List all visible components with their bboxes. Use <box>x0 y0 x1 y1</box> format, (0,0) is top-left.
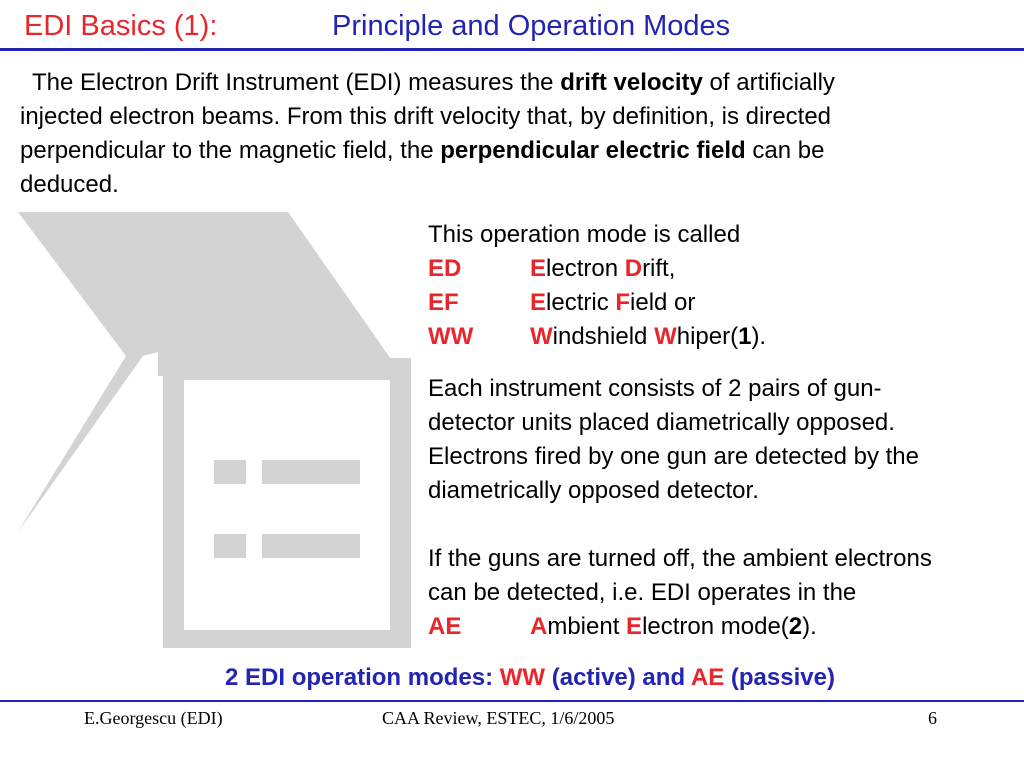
summary-mode-ae: AE <box>690 664 725 691</box>
intro-text: can be <box>745 137 825 164</box>
mode-row-ed <box>428 252 766 286</box>
intro-line <box>20 134 1010 168</box>
mode-text: lectron mode( <box>642 613 789 640</box>
mode-number: 2 <box>788 613 803 640</box>
intro-line <box>20 66 1010 100</box>
description-line: If the guns are turned off, the ambient electrons <box>428 545 932 572</box>
mode-letter: E <box>530 255 547 282</box>
title-subject: Principle and Operation Modes <box>332 10 731 42</box>
footer-divider <box>0 700 1024 702</box>
intro-text: perpendicular to the magnetic field, the <box>20 137 441 164</box>
mode-text: lectric <box>546 289 616 316</box>
instrument-description <box>428 372 919 508</box>
intro-emphasis-drift-velocity: drift velocity <box>560 69 703 96</box>
ambient-mode-description <box>428 542 932 644</box>
description-line: Each instrument consists of 2 pairs of gun- <box>428 375 882 402</box>
mode-letter: W <box>654 323 677 350</box>
mode-number: 1 <box>738 323 752 350</box>
mode-text: ). <box>751 323 767 350</box>
intro-line: deduced. <box>20 171 119 198</box>
intro-text: The Electron Drift Instrument (EDI) measures the <box>32 69 561 96</box>
description-line: can be detected, i.e. EDI operates in the <box>428 579 857 606</box>
mode-letter: D <box>624 255 643 282</box>
summary-text: (passive) <box>724 664 835 691</box>
mode-text: rift, <box>642 255 676 282</box>
mode-letter: E <box>626 613 643 640</box>
mode-text: mbient <box>547 613 627 640</box>
mode-text: indshield <box>552 323 655 350</box>
description-line: Electrons fired by one gun are detected by the <box>428 443 919 470</box>
intro-line: injected electron beams. From this drift velocity that, by definition, is directed <box>20 103 832 130</box>
title-divider <box>0 48 1024 51</box>
footer-event: CAA Review, ESTEC, 1/6/2005 <box>382 708 615 728</box>
description-line: diametrically opposed detector. <box>428 477 759 504</box>
mode-letter: F <box>615 289 631 316</box>
summary-text: (active) and <box>545 664 691 691</box>
mode-text: lectron <box>546 255 625 282</box>
mode-text: ield or <box>630 289 696 316</box>
mode-text: ). <box>802 613 817 640</box>
mode-letter: W <box>530 323 553 350</box>
mode-letter: E <box>530 289 547 316</box>
intro-text: of artificially <box>702 69 835 96</box>
mode-abbr: WW <box>428 323 474 350</box>
modes-heading: This operation mode is called <box>428 221 741 248</box>
mode-abbr: ED <box>428 255 462 282</box>
summary-mode-ww: WW <box>499 664 546 691</box>
mode-abbr: EF <box>428 289 459 316</box>
intro-emphasis-electric-field: perpendicular electric field <box>440 137 746 164</box>
mode-text: hiper( <box>676 323 739 350</box>
operation-modes-block <box>428 218 766 354</box>
mode-letter: A <box>530 613 548 640</box>
mode-abbr: AE <box>428 613 462 640</box>
mode-row-ae <box>428 610 932 644</box>
summary-line <box>0 664 1024 692</box>
mode-row-ww <box>428 320 766 354</box>
intro-paragraph <box>20 66 1010 202</box>
mode-row-ef <box>428 286 766 320</box>
slide-placeholder-icon <box>18 212 418 652</box>
description-line: detector units placed diametrically opposed. <box>428 409 895 436</box>
summary-text: 2 EDI operation modes: <box>225 664 500 691</box>
title-prefix: EDI Basics (1): <box>24 10 218 42</box>
footer-author: E.Georgescu (EDI) <box>84 708 223 728</box>
slide-title <box>24 8 731 44</box>
page-number: 6 <box>928 708 937 728</box>
